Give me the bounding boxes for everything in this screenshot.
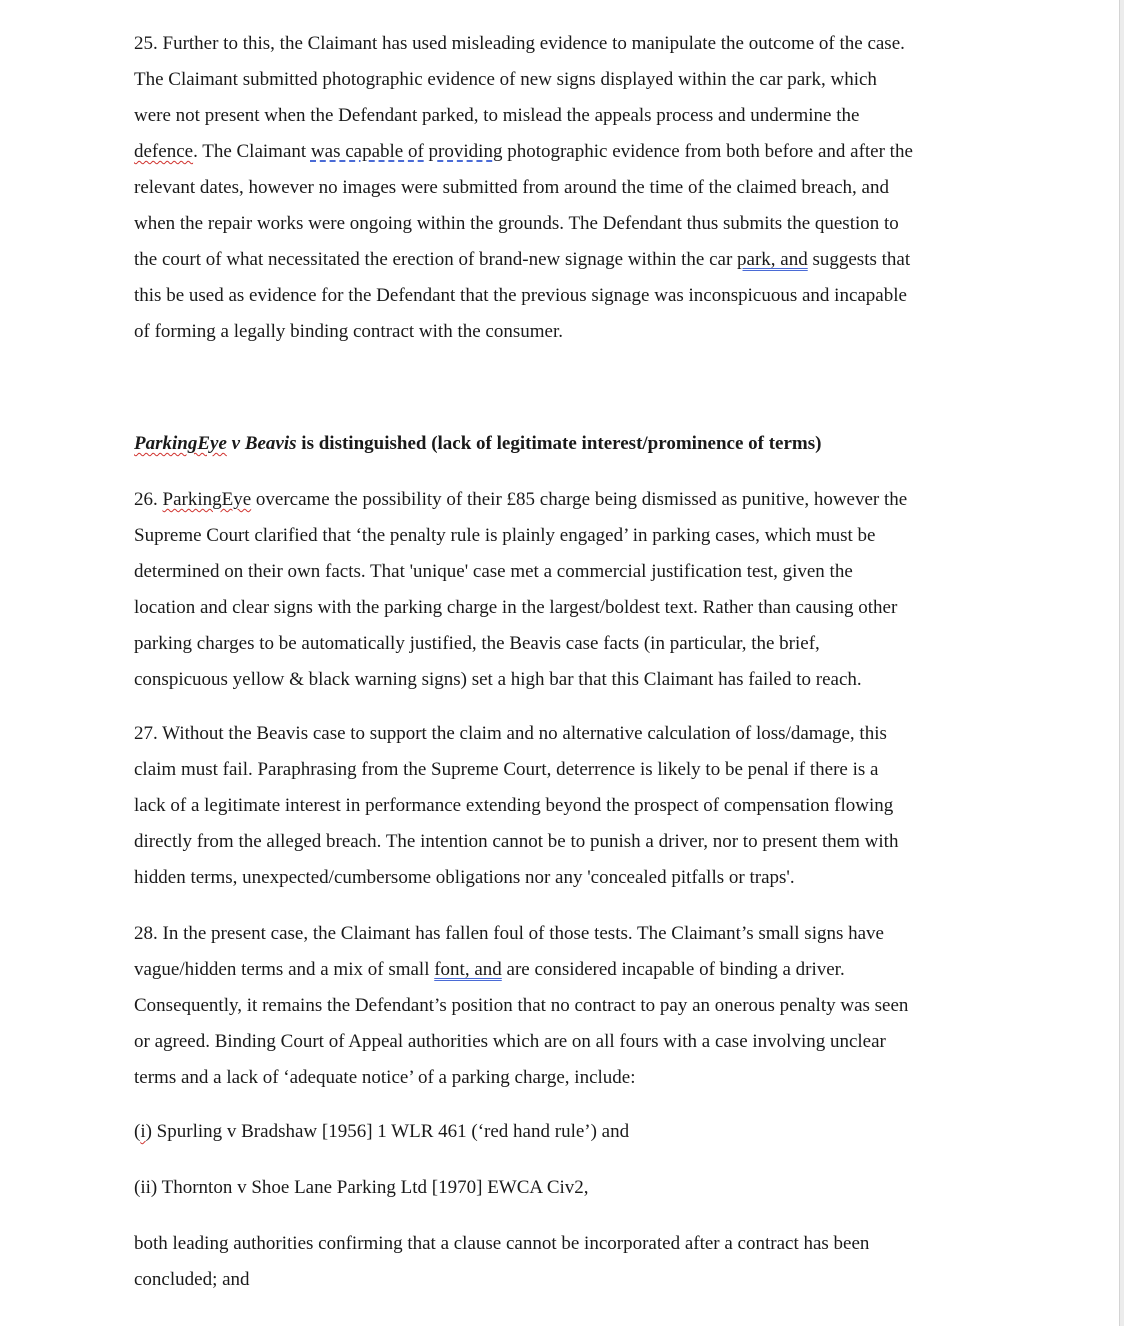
text-run: ) Spurling v Bradshaw [1956] 1 WLR 461 (‘red hand rule’) and [145, 1121, 630, 1142]
paragraph-28 [134, 916, 994, 1096]
text-line: location and clear signs with the parking charge in the largest/boldest text. Rather than causing other [134, 597, 898, 618]
spelling-flag[interactable]: i [140, 1121, 146, 1142]
closing-paragraph [134, 1226, 994, 1298]
text-run: overcame the possibility of their £85 charge being dismissed as punitive, however the [251, 489, 908, 510]
text-line: The Claimant submitted photographic evidence of new signs displayed within the car park, which [134, 69, 877, 90]
text-line: Consequently, it remains the Defendant’s position that no contract to pay an onerous penalty was seen [134, 995, 909, 1016]
text-line: parking charges to be automatically justified, the Beavis case facts (in particular, the brief, [134, 633, 820, 654]
text-run: photographic evidence from both before and after the [502, 141, 913, 162]
paragraph-27 [134, 716, 994, 896]
text-run: ( [134, 1121, 141, 1142]
text-line: concluded; and [134, 1269, 250, 1290]
spelling-flag[interactable]: ParkingEye [134, 433, 227, 454]
text-run: suggests that [807, 249, 911, 270]
text-run: vague/hidden terms and a mix of small [134, 959, 435, 980]
text-line: Supreme Court clarified that ‘the penalty rule is plainly engaged’ in parking cases, which must be [134, 525, 876, 546]
text-line: terms and a lack of ‘adequate notice’ of a parking charge, include: [134, 1067, 636, 1088]
text-run: . The Claimant [193, 141, 311, 162]
text-line: hidden terms, unexpected/cumbersome obligations nor any 'concealed pitfalls or traps'. [134, 867, 795, 888]
style-suggestion-flag[interactable]: was capable of providing [310, 141, 503, 162]
text-run: the court of what necessitated the erection of brand-new signage within the car [134, 249, 738, 270]
text-line [134, 242, 994, 278]
text-line: 25. Further to this, the Claimant has used misleading evidence to manipulate the outcome of the case. [134, 33, 905, 54]
spelling-flag[interactable]: ParkingEye [162, 489, 252, 510]
text-line: of forming a legally binding contract with the consumer. [134, 321, 563, 342]
heading-text: is distinguished (lack of legitimate interest/prominence of terms) [296, 433, 822, 454]
text-run: 26. [134, 489, 163, 510]
paragraph-26 [134, 482, 994, 698]
text-line: relevant dates, however no images were submitted from around the time of the claimed breach, and [134, 177, 889, 198]
grammar-flag[interactable]: font, and [434, 959, 502, 980]
text-line: 27. Without the Beavis case to support the claim and no alternative calculation of loss/damage, this [134, 723, 887, 744]
section-heading [134, 426, 994, 462]
text-line: this be used as evidence for the Defendant that the previous signage was inconspicuous and incapable [134, 285, 907, 306]
paragraph-25 [134, 26, 994, 350]
text-line: both leading authorities confirming that a clause cannot be incorporated after a contract has been [134, 1233, 870, 1254]
text-line: were not present when the Defendant parked, to mislead the appeals process and undermine the [134, 105, 860, 126]
spelling-flag[interactable]: defence [134, 141, 194, 162]
text-line: lack of a legitimate interest in performance extending beyond the prospect of compensation flowing [134, 795, 894, 816]
grammar-flag[interactable]: park, and [737, 249, 808, 270]
text-line: directly from the alleged breach. The intention cannot be to punish a driver, nor to present them with [134, 831, 899, 852]
text-line: or agreed. Binding Court of Appeal authorities which are on all fours with a case involving unclear [134, 1031, 886, 1052]
case-name: v Beavis [226, 433, 297, 454]
text-line [134, 134, 994, 170]
text-line: claim must fail. Paraphrasing from the Supreme Court, deterrence is likely to be penal if there is a [134, 759, 879, 780]
text-line: conspicuous yellow & black warning signs) set a high bar that this Claimant has failed to reach. [134, 669, 862, 690]
text-line: determined on their own facts. That 'unique' case met a commercial justification test, given the [134, 561, 853, 582]
document-body[interactable] [134, 26, 994, 1298]
text-line: 28. In the present case, the Claimant has fallen foul of those tests. The Claimant’s small signs have [134, 923, 884, 944]
text-line: when the repair works were ongoing within the grounds. The Defendant thus submits the question to [134, 213, 899, 234]
list-item-i [134, 1114, 994, 1150]
text-line [134, 482, 994, 518]
text-run: are considered incapable of binding a driver. [501, 959, 845, 980]
list-item-ii: (ii) Thornton v Shoe Lane Parking Ltd [1970] EWCA Civ2, [134, 1177, 589, 1198]
text-line [134, 952, 994, 988]
